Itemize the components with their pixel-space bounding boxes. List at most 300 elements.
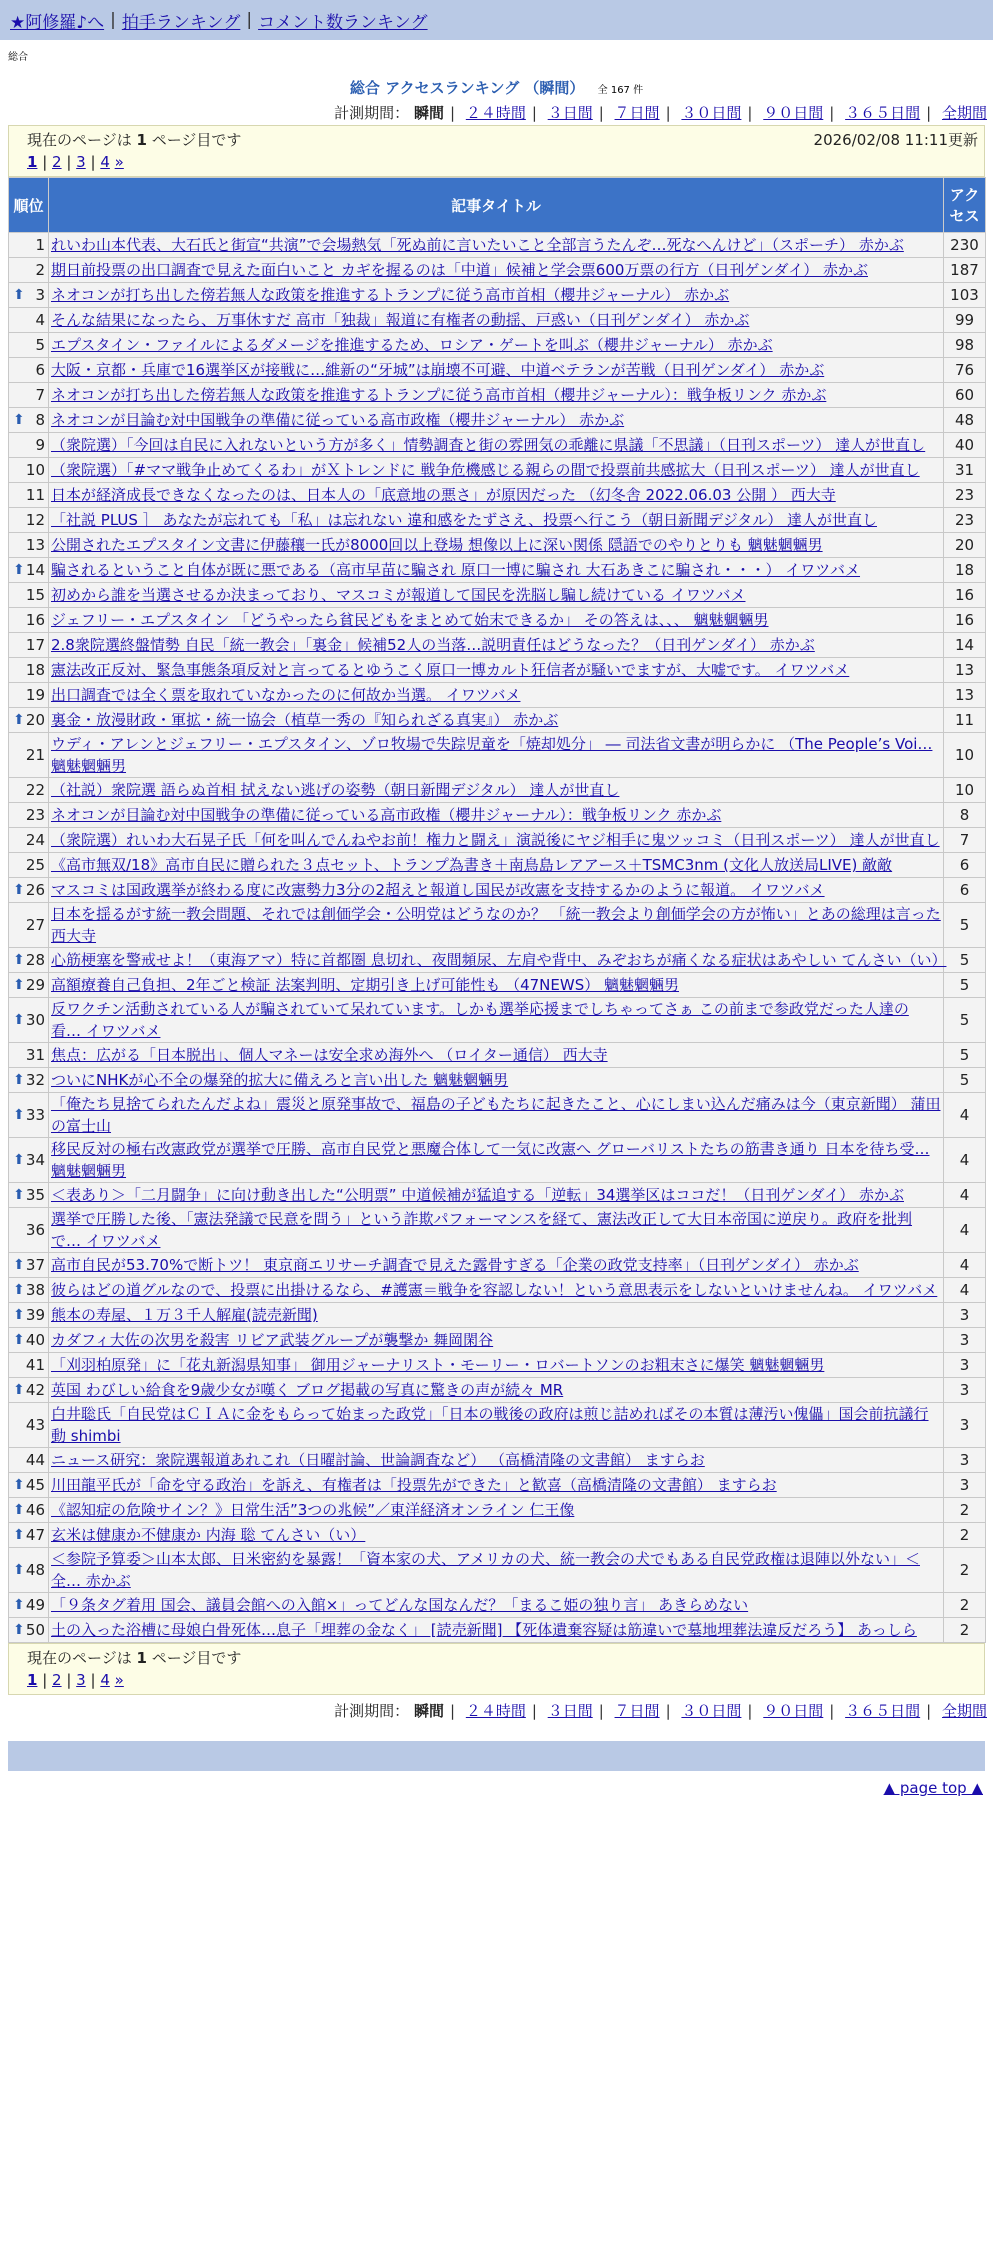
access-count: 3 <box>944 1378 986 1403</box>
title-cell <box>49 458 944 483</box>
rank-number: 42 <box>25 1381 45 1399</box>
article-title-link[interactable]: 日本が経済成長できなくなったのは、日本人の「底意地の悪さ」が原因だった （幻冬舎 2022.06.03 公開 ） 西大寺 <box>51 486 836 504</box>
rank-cell <box>9 233 49 258</box>
title-cell <box>49 333 944 358</box>
rank-cell <box>9 1093 49 1138</box>
article-title-link[interactable]: 公開されたエプスタイン文書に伊藤穰一氏が8000回以上登場 想像以上に深い関係 隠語でのやりとりも 魑魅魍魎男 <box>51 536 823 554</box>
rank-cell <box>9 1068 49 1093</box>
rank-cell <box>9 1253 49 1278</box>
table-row <box>9 1303 986 1328</box>
total-count: 全 167 件 <box>597 85 644 96</box>
article-title-link[interactable]: 川田龍平氏が「命を守る政治」を訴え、有権者は「投票先ができた」と歓喜（高橋清隆の文書館） ますらお <box>51 1476 777 1494</box>
nav-separator: | <box>246 10 253 30</box>
pager-next[interactable]: » <box>114 1671 124 1689</box>
period-link-all[interactable]: 全期間 <box>941 1702 987 1720</box>
article-title-link[interactable]: 《高市無双/18》高市自民に贈られた３点セット、トランプ為書き＋南鳥島レアアース＋TSMC3nm (文化人放送局LIVE) 敵敵 <box>51 856 893 874</box>
rank-cell <box>9 308 49 333</box>
pager-page-2[interactable]: 2 <box>52 153 62 171</box>
rank-number: 13 <box>25 536 45 554</box>
rank-cell <box>9 583 49 608</box>
title-cell <box>49 658 944 683</box>
access-count: 99 <box>944 308 986 333</box>
table-row <box>9 633 986 658</box>
rank-cell <box>9 533 49 558</box>
table-row <box>9 1593 986 1618</box>
ranking-table <box>8 177 986 1643</box>
rank-number: 23 <box>25 806 45 824</box>
rank-number: 17 <box>25 636 45 654</box>
period-link-90d[interactable]: ９０日間 <box>763 1702 824 1720</box>
pager-next[interactable]: » <box>114 153 124 171</box>
ranking-title-line <box>0 77 993 98</box>
period-link-30d[interactable]: ３０日間 <box>681 104 742 122</box>
rank-cell <box>9 358 49 383</box>
rank-cell <box>9 283 49 308</box>
rank-number: 49 <box>25 1596 45 1614</box>
rank-number: 44 <box>25 1451 45 1469</box>
rank-up-arrow-icon: ⬆ <box>13 1187 25 1203</box>
rank-cell <box>9 1328 49 1353</box>
article-title-link[interactable]: （衆院選）れいわ大石晃子氏「何を叫んでんねやお前！権力と闘え」演説後にヤジ相手に鬼ツッコミ（日刊スポーツ） 達人が世直し <box>51 831 940 849</box>
article-title-link[interactable]: 心筋梗塞を警戒せよ！（東海アマ）特に首都圏 息切れ、夜間頻尿、左肩や背中、みぞおちが痛くなる症状はあやしい てんさい（い） <box>51 951 947 969</box>
period-link-all[interactable]: 全期間 <box>941 104 987 122</box>
article-title-link[interactable]: 熊本の寿屋、１万３千人解雇(読売新聞) <box>51 1306 318 1324</box>
rank-cell <box>9 973 49 998</box>
article-title-link[interactable]: 彼らはどの道グルなので、投票に出掛けるなら、#護憲＝戦争を容認しない！という意思表示をしないといけませんね。 イワツバメ <box>51 1281 938 1299</box>
title-cell <box>49 583 944 608</box>
rank-up-arrow-icon: ⬆ <box>13 882 25 898</box>
title-cell <box>49 1303 944 1328</box>
rank-number: 11 <box>25 486 45 504</box>
access-count: 23 <box>944 508 986 533</box>
article-title-link[interactable]: 反ワクチン活動されている人が騙されていて呆れています。しかも選挙応援までしちゃってさぁ この前まで参政党だった人達の 看… イワツバメ <box>51 1000 909 1040</box>
table-row <box>9 558 986 583</box>
title-cell <box>49 778 944 803</box>
article-title-link[interactable]: ネオコンが目論む対中国戦争の準備に従っている高市政権（櫻井ジャーナル） 赤かぶ <box>51 411 625 429</box>
rank-cell <box>9 508 49 533</box>
table-row <box>9 483 986 508</box>
article-title-link[interactable]: 焦点：広がる「日本脱出」、個人マネーは安全求め海外へ （ロイター通信） 西大寺 <box>51 1046 608 1064</box>
table-row <box>9 828 986 853</box>
table-row <box>9 1093 986 1138</box>
access-count: 4 <box>944 1138 986 1183</box>
access-count: 23 <box>944 483 986 508</box>
article-title-link[interactable]: カダフィ大佐の次男を殺害 リビア武装グループが襲撃か 舞岡閑谷 <box>51 1331 494 1349</box>
article-title-link[interactable]: （社説）衆院選 語らぬ首相 拭えない逃げの姿勢（朝日新聞デジタル） 達人が世直し <box>51 781 620 799</box>
period-current: 瞬間 <box>413 1702 444 1720</box>
article-title-link[interactable]: ウディ・アレンとジェフリー・エプスタイン、ゾロ牧場で失踪児童を「焼却処分」 ― 司法省文書が明らかに （The People’s Voi… 魑魅魍魎男 <box>51 735 933 775</box>
period-current: 瞬間 <box>413 104 444 122</box>
table-row <box>9 333 986 358</box>
table-row <box>9 1253 986 1278</box>
pager-page-2[interactable]: 2 <box>52 1671 62 1689</box>
rank-number: 3 <box>35 286 45 304</box>
pager-page-4[interactable]: 4 <box>100 153 110 171</box>
rank-cell <box>9 878 49 903</box>
nav-link-ashura[interactable]: ★阿修羅♪へ <box>10 12 105 33</box>
rank-number: 40 <box>25 1331 45 1349</box>
pager-bottom: 1 | 2 | 3 | 4 » <box>27 1671 124 1689</box>
access-count: 4 <box>944 1183 986 1208</box>
rank-up-arrow-icon: ⬆ <box>13 1477 25 1493</box>
title-cell <box>49 1378 944 1403</box>
rank-cell <box>9 853 49 878</box>
rank-cell <box>9 658 49 683</box>
article-title-link[interactable]: （衆院選）「今回は自民に入れないという方が多く」情勢調査と街の雰囲気の乖離に県議「不思議」（日刊スポーツ） 達人が世直し <box>51 436 926 454</box>
pager-page-3[interactable]: 3 <box>76 1671 86 1689</box>
period-link-24h[interactable]: ２４時間 <box>465 1702 526 1720</box>
title-cell <box>49 828 944 853</box>
access-count: 18 <box>944 558 986 583</box>
table-row <box>9 1068 986 1093</box>
period-link-3d[interactable]: ３日間 <box>547 104 593 122</box>
rank-cell <box>9 903 49 948</box>
title-cell <box>49 1448 944 1473</box>
access-count: 5 <box>944 1043 986 1068</box>
rank-number: 48 <box>25 1561 45 1579</box>
access-count: 76 <box>944 358 986 383</box>
article-title-link[interactable]: 日本を揺るがす統一教会問題、それでは創価学会・公明党はどうなのか？ 「統一教会より創価学会の方が怖い」とあの総理は言った 西大寺 <box>51 905 941 945</box>
ranking-container <box>8 125 985 1695</box>
rank-up-arrow-icon: ⬆ <box>13 1152 25 1168</box>
title-cell <box>49 973 944 998</box>
access-count: 3 <box>944 1448 986 1473</box>
period-label: 計測期間： <box>334 104 410 122</box>
title-cell <box>49 878 944 903</box>
page-top-wrap <box>0 1779 993 1797</box>
title-cell <box>49 903 944 948</box>
title-cell <box>49 533 944 558</box>
article-title-link[interactable]: 選挙で圧勝した後、「憲法発議で民意を問う」という詐欺パフォーマンスを経て、憲法改正して大日本帝国に逆戻り。政府を批判で… イワツバメ <box>51 1210 913 1250</box>
access-count: 14 <box>944 633 986 658</box>
rank-number: 34 <box>25 1151 45 1169</box>
rank-cell <box>9 458 49 483</box>
title-cell <box>49 308 944 333</box>
access-count: 3 <box>944 1403 986 1448</box>
rank-number: 33 <box>25 1106 45 1124</box>
table-row <box>9 1278 986 1303</box>
header-rank: 順位 <box>9 178 49 233</box>
access-count: 31 <box>944 458 986 483</box>
access-count: 5 <box>944 1068 986 1093</box>
rank-number: 7 <box>35 386 45 404</box>
table-row <box>9 433 986 458</box>
rank-number: 21 <box>25 746 45 764</box>
title-cell <box>49 283 944 308</box>
rank-cell <box>9 383 49 408</box>
page-info-box-bottom <box>8 1643 985 1695</box>
title-cell <box>49 1043 944 1068</box>
rank-cell <box>9 1498 49 1523</box>
rank-cell <box>9 1353 49 1378</box>
access-count: 5 <box>944 948 986 973</box>
access-count: 5 <box>944 998 986 1043</box>
rank-up-arrow-icon: ⬆ <box>13 1382 25 1398</box>
rank-cell <box>9 998 49 1043</box>
table-row <box>9 458 986 483</box>
rank-number: 37 <box>25 1256 45 1274</box>
title-cell <box>49 1208 944 1253</box>
access-count: 2 <box>944 1548 986 1593</box>
table-row <box>9 1353 986 1378</box>
access-count: 13 <box>944 658 986 683</box>
rank-cell <box>9 1448 49 1473</box>
article-title-link[interactable]: 白井聡氏「自民党はＣＩＡに金をもらって始まった政党」「日本の戦後の政府は煎じ詰めればその本質は薄汚い傀儡」国会前抗議行動 shimbi <box>51 1405 929 1445</box>
table-row <box>9 1473 986 1498</box>
pager-page-3[interactable]: 3 <box>76 153 86 171</box>
rank-up-arrow-icon: ⬆ <box>13 977 25 993</box>
article-title-link[interactable]: れいわ山本代表、大石氏と街宣“共演”で会場熱気「死ぬ前に言いたいこと全部言うたんぞ…死なへんけど」（スポーチ） 赤かぶ <box>51 236 904 254</box>
rank-up-arrow-icon: ⬆ <box>13 562 25 578</box>
access-count: 3 <box>944 1303 986 1328</box>
category-label: 総合 <box>8 52 28 63</box>
article-title-link[interactable]: ネオコンが打ち出した傍若無人な政策を推進するトランプに従う高市首相（櫻井ジャーナル） 赤かぶ <box>51 286 730 304</box>
title-cell <box>49 1403 944 1448</box>
table-row <box>9 358 986 383</box>
article-title-link[interactable]: 移民反対の極右改憲政党が選挙で圧勝、高市自民党と悪魔合体して一気に改憲へ グローバリストたちの筋書き通り 日本を待ち受… 魑魅魍魎男 <box>51 1140 930 1180</box>
article-title-link[interactable]: 「刈羽柏原発」に「花丸新潟県知事」 御用ジャーナリスト・モーリー・ロバートソンのお粗末さに爆笑 魑魅魍魎男 <box>51 1356 825 1374</box>
pager-page-1[interactable]: 1 <box>27 1671 38 1689</box>
table-row <box>9 998 986 1043</box>
table-row <box>9 383 986 408</box>
rank-up-arrow-icon: ⬆ <box>13 1597 25 1613</box>
period-link-7d[interactable]: ７日間 <box>614 104 660 122</box>
updated-timestamp: 2026/02/08 11:11更新 <box>813 131 978 149</box>
table-row <box>9 1183 986 1208</box>
page-info-text: 現在のページは 1 ページ目です <box>27 1649 242 1667</box>
table-row <box>9 1043 986 1068</box>
table-row <box>9 903 986 948</box>
table-row <box>9 1498 986 1523</box>
table-row <box>9 1448 986 1473</box>
rank-number: 24 <box>25 831 45 849</box>
nav-separator: | <box>110 10 116 30</box>
rank-cell <box>9 1523 49 1548</box>
pager-page-4[interactable]: 4 <box>100 1671 110 1689</box>
article-title-link[interactable]: 出口調査では全く票を取れていなかったのに何故か当選。 イワツバメ <box>51 686 521 704</box>
article-title-link[interactable]: 裏金・放漫財政・軍拡・統一協会（植草一秀の『知られざる真実』） 赤かぶ <box>51 711 559 729</box>
rank-up-arrow-icon: ⬆ <box>13 1562 25 1578</box>
period-selector-bottom: 計測期間： 瞬間 | ２４時間 | ３日間 | ７日間 | ３０日間 | ９０日間 | ３６５日間 | 全期間 <box>334 1702 987 1720</box>
article-title-link[interactable]: 英国 わびしい給食を9歳少女が嘆く ブログ掲載の写真に驚きの声が続々 MR <box>51 1381 564 1399</box>
title-cell <box>49 633 944 658</box>
rank-up-arrow-icon: ⬆ <box>13 1107 25 1123</box>
access-count: 20 <box>944 533 986 558</box>
rank-number: 18 <box>25 661 45 679</box>
rank-cell <box>9 778 49 803</box>
header-title: 記事タイトル <box>49 178 944 233</box>
article-title-link[interactable]: 《認知症の危険サイン？》日常生活”3つの兆候”／東洋経済オンライン 仁王像 <box>51 1501 575 1519</box>
rank-cell <box>9 1138 49 1183</box>
table-row <box>9 948 986 973</box>
rank-cell <box>9 733 49 778</box>
rank-number: 47 <box>25 1526 45 1544</box>
article-title-link[interactable]: 「社説 PLUS ］ あなたが忘れても「私」は忘れない 違和感をたずさえ、投票へ行こう（朝日新聞デジタル） 達人が世直し <box>51 511 878 529</box>
table-row <box>9 733 986 778</box>
title-cell <box>49 1593 944 1618</box>
rank-up-arrow-icon: ⬆ <box>13 1012 25 1028</box>
title-cell <box>49 358 944 383</box>
rank-up-arrow-icon: ⬆ <box>13 952 25 968</box>
rank-cell <box>9 683 49 708</box>
rank-number: 25 <box>25 856 45 874</box>
table-row <box>9 1328 986 1353</box>
article-title-link[interactable]: そんな結果になったら、万事休すだ 高市「独裁」報道に有権者の動揺、戸惑い（日刊ゲンダイ） 赤かぶ <box>51 311 750 329</box>
rank-up-arrow-icon: ⬆ <box>13 1072 25 1088</box>
rank-cell <box>9 1403 49 1448</box>
period-link-30d[interactable]: ３０日間 <box>681 1702 742 1720</box>
rank-number: 10 <box>25 461 45 479</box>
title-cell <box>49 408 944 433</box>
pager-page-1[interactable]: 1 <box>27 153 38 171</box>
rank-cell <box>9 1208 49 1253</box>
access-count: 5 <box>944 903 986 948</box>
access-count: 40 <box>944 433 986 458</box>
title-cell <box>49 803 944 828</box>
article-title-link[interactable]: ネオコンが目論む対中国戦争の準備に従っている高市政権（櫻井ジャーナル）：戦争板リンク 赤かぶ <box>51 806 722 824</box>
page-info-box-top <box>8 125 985 177</box>
access-count: 4 <box>944 1278 986 1303</box>
rank-number: 19 <box>25 686 45 704</box>
page-top-link[interactable]: ▲ page top ▲ <box>883 1779 983 1797</box>
article-title-link[interactable]: エプスタイン・ファイルによるダメージを推進するため、ロシア・ゲートを叫ぶ（櫻井ジャーナル） 赤かぶ <box>51 336 773 354</box>
table-row <box>9 583 986 608</box>
table-row <box>9 878 986 903</box>
rank-up-arrow-icon: ⬆ <box>13 1307 25 1323</box>
article-title-link[interactable]: 騙されるということ自体が既に悪である（高市早苗に騙され 原口一博に騙され 大石あきこに騙され・・・） イワツバメ <box>51 561 861 579</box>
article-title-link[interactable]: 憲法改正反対、緊急事態条項反対と言ってるとゆうこく原口一博カルト狂信者が騒いでますが、大嘘です。 イワツバメ <box>51 661 850 679</box>
rank-cell <box>9 803 49 828</box>
table-row <box>9 1378 986 1403</box>
article-title-link[interactable]: ついにNHKが心不全の爆発的拡大に備えろと言い出した 魑魅魍魎男 <box>51 1071 509 1089</box>
table-row <box>9 708 986 733</box>
rank-cell <box>9 1183 49 1208</box>
article-title-link[interactable]: 期日前投票の出口調査で見えた面白いこと カギを握るのは「中道」候補と学会票600万票の行方（日刊ゲンダイ） 赤かぶ <box>51 261 868 279</box>
table-row <box>9 1523 986 1548</box>
title-cell <box>49 1328 944 1353</box>
rank-cell <box>9 1548 49 1593</box>
ranking-title: 総合 アクセスランキング （瞬間） <box>349 79 585 97</box>
title-cell <box>49 1523 944 1548</box>
header-access: アクセス <box>944 178 986 233</box>
rank-up-arrow-icon: ⬆ <box>13 1257 25 1273</box>
ranking-table-body <box>9 233 986 1643</box>
title-cell <box>49 1138 944 1183</box>
article-title-link[interactable]: 「９条タグ着用 国会、議員会館への入館×」ってどんな国なんだ？「まるこ姫の独り言」 あきらめない <box>51 1596 749 1614</box>
access-count: 8 <box>944 803 986 828</box>
period-link-3d[interactable]: ３日間 <box>547 1702 593 1720</box>
rank-cell <box>9 1043 49 1068</box>
table-row <box>9 683 986 708</box>
access-count: 2 <box>944 1593 986 1618</box>
rank-up-arrow-icon: ⬆ <box>13 712 25 728</box>
period-link-7d[interactable]: ７日間 <box>614 1702 660 1720</box>
title-cell <box>49 258 944 283</box>
rank-cell <box>9 258 49 283</box>
table-row <box>9 1403 986 1448</box>
article-title-link[interactable]: 大阪・京都・兵庫で16選挙区が接戦に…維新の“牙城”は崩壊不可避、中道ベテランが苦戦（日刊ゲンダイ） 赤かぶ <box>51 361 825 379</box>
article-title-link[interactable]: ジェフリー・エプスタイン 「どうやったら貧民どもをまとめて始末できるか」 その答えは、、、 魑魅魍魎男 <box>51 611 769 629</box>
table-row <box>9 1208 986 1253</box>
access-count: 230 <box>944 233 986 258</box>
period-link-365d[interactable]: ３６５日間 <box>845 104 921 122</box>
rank-number: 27 <box>25 916 45 934</box>
table-row <box>9 1138 986 1183</box>
access-count: 2 <box>944 1498 986 1523</box>
rank-number: 46 <box>25 1501 45 1519</box>
table-row <box>9 233 986 258</box>
article-title-link[interactable]: ニュース研究：衆院選報道あれこれ（日曜討論、世論調査など） （高橋清隆の文書館） ますらお <box>51 1451 705 1469</box>
nav-link-clap-ranking[interactable]: 拍手ランキング <box>121 12 241 33</box>
period-link-365d[interactable]: ３６５日間 <box>845 1702 921 1720</box>
article-title-link[interactable]: 土の入った浴槽に母娘白骨死体…息子「埋葬の金なく」 [読売新聞] 【死体遺棄容疑は筋違いで墓地埋葬法違反だろう】 あっしら <box>51 1621 917 1639</box>
rank-up-arrow-icon: ⬆ <box>13 1282 25 1298</box>
table-row <box>9 1618 986 1643</box>
article-title-link[interactable]: ネオコンが打ち出した傍若無人な政策を推進するトランプに従う高市首相（櫻井ジャーナル）：戦争板リンク 赤かぶ <box>51 386 827 404</box>
rank-cell <box>9 1278 49 1303</box>
rank-number: 2 <box>35 261 45 279</box>
rank-number: 9 <box>35 436 45 454</box>
rank-number: 22 <box>25 781 45 799</box>
article-title-link[interactable]: 玄米は健康か不健康か 内海 聡 てんさい（い） <box>51 1526 366 1544</box>
table-header-row <box>9 178 986 233</box>
rank-number: 4 <box>35 311 45 329</box>
pager-top: 1 | 2 | 3 | 4 » <box>27 153 124 171</box>
article-title-link[interactable]: 高市自民が53.70%で断トツ！ 東京商エリサーチ調査で見えた露骨すぎる「企業の政党支持率」（日刊ゲンダイ） 赤かぶ <box>51 1256 859 1274</box>
access-count: 10 <box>944 778 986 803</box>
article-title-link[interactable]: 2.8衆院選終盤情勢 自民「統一教会」「裏金」候補52人の当落…説明責任はどうなった？（日刊ゲンダイ） 赤かぶ <box>51 636 815 654</box>
access-count: 6 <box>944 878 986 903</box>
access-count: 4 <box>944 1093 986 1138</box>
table-row <box>9 973 986 998</box>
article-title-link[interactable]: 初めから誰を当選させるか決まっており、マスコミが報道して国民を洗脳し騙し続けている イワツバメ <box>51 586 746 604</box>
period-link-90d[interactable]: ９０日間 <box>763 104 824 122</box>
article-title-link[interactable]: ＜表あり＞「二月闘争」に向け動き出した“公明票” 中道候補が猛追する「逆転」34選挙区はココだ！（日刊ゲンダイ） 赤かぶ <box>51 1186 904 1204</box>
period-link-24h[interactable]: ２４時間 <box>465 104 526 122</box>
access-count: 6 <box>944 853 986 878</box>
rank-number: 41 <box>25 1356 45 1374</box>
rank-cell <box>9 1303 49 1328</box>
access-count: 3 <box>944 1353 986 1378</box>
rank-number: 5 <box>35 336 45 354</box>
title-cell <box>49 1618 944 1643</box>
title-cell <box>49 1498 944 1523</box>
rank-number: 26 <box>25 881 45 899</box>
article-title-link[interactable]: 高額療養自己負担、2年ごと検証 法案判明、定期引き上げ可能性も （47NEWS） 魑魅魍魎男 <box>51 976 679 994</box>
rank-up-arrow-icon: ⬆ <box>13 1622 25 1638</box>
rank-number: 43 <box>25 1416 45 1434</box>
title-cell <box>49 1183 944 1208</box>
title-cell <box>49 233 944 258</box>
article-title-link[interactable]: ＜参院予算委＞山本太郎、日米密約を暴露！「資本家の犬、アメリカの犬、統一教会の犬でもある自民党政権は退陣以外ない」＜全… 赤かぶ <box>51 1550 920 1590</box>
rank-number: 8 <box>35 411 45 429</box>
table-row <box>9 533 986 558</box>
article-title-link[interactable]: 「俺たち見捨てられたんだよね」震災と原発事故で、福島の子どもたちに起きたこと、心にしまい込んだ痛みは今（東京新聞） 蒲田の富士山 <box>51 1095 941 1135</box>
period-selector-top: 計測期間： 瞬間 | ２４時間 | ３日間 | ７日間 | ３０日間 | ９０日間 | ３６５日間 | 全期間 <box>334 104 987 122</box>
rank-number: 6 <box>35 361 45 379</box>
rank-cell <box>9 433 49 458</box>
rank-up-arrow-icon: ⬆ <box>13 1502 25 1518</box>
rank-cell <box>9 948 49 973</box>
rank-number: 14 <box>25 561 45 579</box>
article-title-link[interactable]: （衆院選）「#ママ戦争止めてくるわ」がＸトレンドに 戦争危機感じる親らの間で投票前共感拡大（日刊スポーツ） 達人が世直し <box>51 461 920 479</box>
article-title-link[interactable]: マスコミは国政選挙が終わる度に改憲勢力3分の2超えと報道し国民が改憲を支持するかのように報道。 イワツバメ <box>51 881 825 899</box>
rank-cell <box>9 1593 49 1618</box>
nav-link-comment-ranking[interactable]: コメント数ランキング <box>258 12 428 33</box>
title-cell <box>49 1253 944 1278</box>
rank-cell <box>9 633 49 658</box>
rank-number: 32 <box>25 1071 45 1089</box>
